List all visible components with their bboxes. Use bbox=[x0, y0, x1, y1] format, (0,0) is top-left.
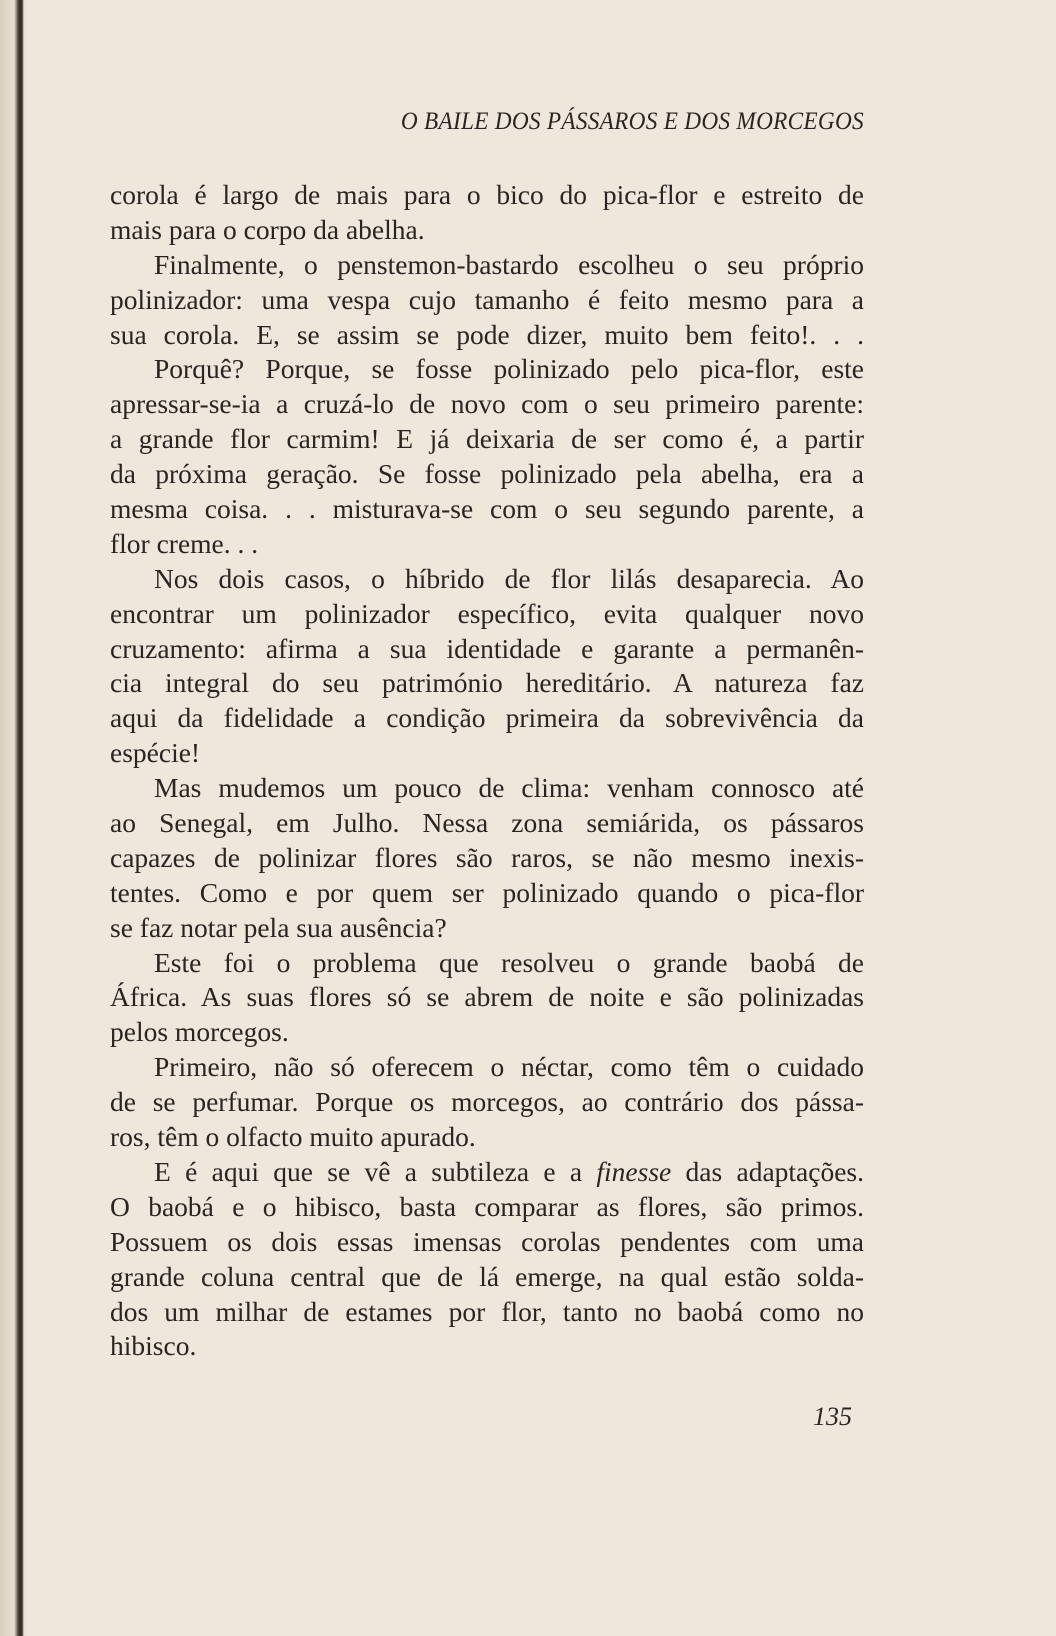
text-line: tentes. Como e por quem ser polinizado quando o pica-flor bbox=[110, 876, 864, 908]
text-line: Primeiro, não só oferecem o néctar, como têm o cuidado bbox=[154, 1051, 864, 1083]
text-line: apressar-se-ia a cruzá-lo de novo com o seu primeiro parente: bbox=[110, 388, 864, 420]
running-header: O BAILE DOS PÁSSAROS E DOS MORCEGOS bbox=[400, 108, 864, 135]
text-line: pelos morcegos. bbox=[110, 1016, 289, 1048]
text-line: aqui da fidelidade a condição primeira da sobrevivência da bbox=[110, 702, 864, 734]
text-line: mesma coisa. . . misturava-se com o seu segundo parente, a bbox=[110, 493, 864, 525]
text-line: cia integral do seu património hereditário. A natureza faz bbox=[110, 667, 864, 699]
text-line: Possuem os dois essas imensas corolas pendentes com uma bbox=[110, 1225, 864, 1257]
text-line: ros, têm o olfacto muito apurado. bbox=[110, 1121, 476, 1153]
text-line: encontrar um polinizador específico, evita qualquer novo bbox=[110, 597, 864, 629]
text-line: espécie! bbox=[110, 737, 201, 769]
text-line: se faz notar pela sua ausência? bbox=[110, 911, 447, 943]
text-line: ao Senegal, em Julho. Nessa zona semiárida, os pássaros bbox=[110, 807, 864, 839]
text-line: da próxima geração. Se fosse polinizado pela abelha, era a bbox=[110, 458, 864, 490]
text-line: flor creme. . . bbox=[110, 527, 259, 559]
text-line: África. As suas flores só se abrem de noite e são polinizadas bbox=[110, 981, 864, 1013]
text-line: hibisco. bbox=[110, 1330, 197, 1362]
text-line: Finalmente, o penstemon-bastardo escolheu o seu próprio bbox=[154, 248, 864, 280]
text-line: polinizador: uma vespa cujo tamanho é feito mesmo para a bbox=[110, 283, 864, 315]
text-line: corola é largo de mais para o bico do pica-flor e estreito de bbox=[110, 179, 864, 210]
text-line: O baobá e o hibisco, basta comparar as flores, são primos. bbox=[110, 1190, 864, 1222]
text-line: mais para o corpo da abelha. bbox=[110, 213, 425, 245]
italic-word: finesse bbox=[596, 1155, 672, 1187]
text-line: cruzamento: afirma a sua identidade e garante a permanên- bbox=[110, 632, 864, 664]
page-number: 135 bbox=[813, 1402, 852, 1431]
text-line: Este foi o problema que resolveu o grande baobá de bbox=[154, 946, 864, 978]
text-line-with-italic bbox=[110, 1155, 864, 1190]
text-line: dos um milhar de estames por flor, tanto no baobá como no bbox=[110, 1295, 864, 1327]
body-text bbox=[110, 178, 864, 1364]
text-line: Nos dois casos, o híbrido de flor lilás desaparecia. Ao bbox=[154, 562, 864, 594]
text-line: Mas mudemos um pouco de clima: venham connosco até bbox=[154, 772, 864, 804]
book-gutter-edge bbox=[0, 0, 26, 1636]
text-segment: das adaptações. bbox=[671, 1155, 865, 1187]
text-line: Porquê? Porque, se fosse polinizado pelo pica-flor, este bbox=[154, 353, 864, 385]
text-segment: E é aqui que se vê a subtileza e a bbox=[154, 1155, 597, 1187]
text-line: grande coluna central que de lá emerge, na qual estão solda- bbox=[110, 1260, 864, 1292]
text-line: a grande flor carmim! E já deixaria de ser como é, a partir bbox=[110, 423, 864, 455]
text-line: de se perfumar. Porque os morcegos, ao contrário dos pássa- bbox=[110, 1086, 864, 1118]
text-line: capazes de polinizar flores são raros, se não mesmo inexis- bbox=[110, 841, 864, 873]
text-line: sua corola. E, se assim se pode dizer, muito bem feito!. . . bbox=[110, 318, 864, 350]
